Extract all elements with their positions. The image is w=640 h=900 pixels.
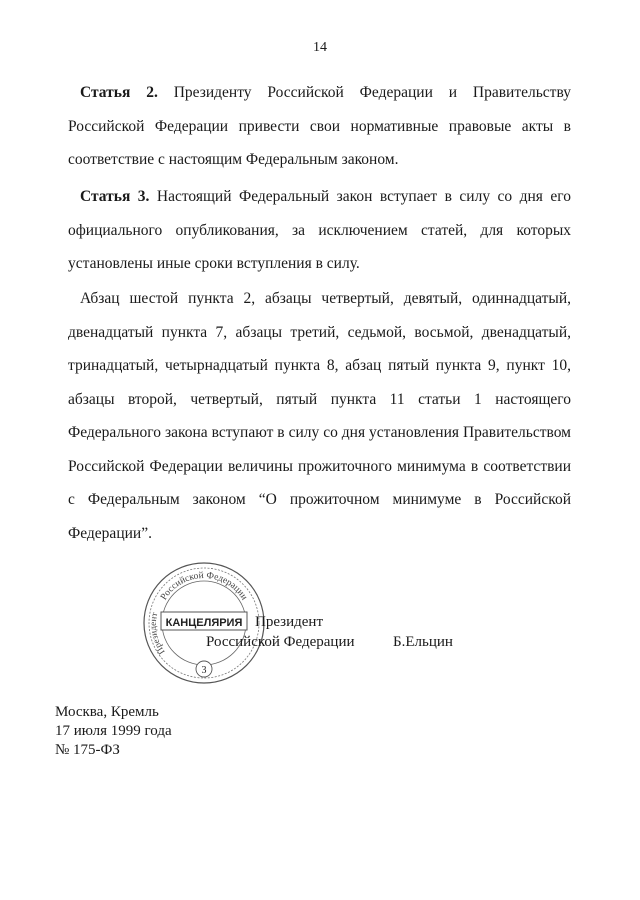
article-3-paragraph — [68, 180, 571, 281]
article-2-text: Президенту Российской Федерации и Правительству Российской Федерации привести свои нормативные правовые акты в соответствие с настоящим Федеральным законом. — [68, 84, 571, 168]
page-number: 14 — [313, 40, 327, 55]
article-3-label: Статья 3. — [80, 188, 150, 205]
seal-center-text: КАНЦЕЛЯРИЯ — [165, 617, 243, 629]
law-number: № 175-ФЗ — [55, 742, 120, 758]
date: 17 июля 1999 года — [55, 723, 172, 739]
signature-title-line1: Президент — [255, 614, 323, 630]
seal-number: 3 — [201, 665, 207, 676]
signature-title-line2: Российской Федерации — [206, 634, 355, 650]
seal-left-text: Президент — [147, 611, 167, 657]
signatory-name: Б.Ельцин — [393, 634, 453, 650]
seal-top-text: Российской Федерации — [159, 570, 249, 603]
article-2-label: Статья 2. — [80, 84, 158, 101]
article-3-text: Настоящий Федеральный закон вступает в силу со дня его официального опубликования, за исключением статей, для которых установлены иные сроки вступления в силу. — [68, 188, 571, 272]
article-3-exceptions-paragraph: Абзац шестой пункта 2, абзацы четвертый, девятый, одиннадцатый, двенадцатый пункта 7, абзацы третий, седьмой, восьмой, двенадцатый, тринадцатый, четырнадцатый пункта 8, абзац пятый пункта 9, пункт 10, абзацы второй, четвертый, пятый пункта 11 статьи 1 настоящего Федерального закона вступают в силу со дня установления Правительством Российской Федерации величины прожиточного минимума в соответствии с Федеральным законом “О прожиточном минимуме в Российской Федерации”. — [68, 290, 571, 542]
place: Москва, Кремль — [55, 704, 159, 720]
article-2-paragraph — [68, 76, 571, 177]
place-and-date — [55, 703, 172, 760]
official-seal-icon — [141, 560, 267, 686]
